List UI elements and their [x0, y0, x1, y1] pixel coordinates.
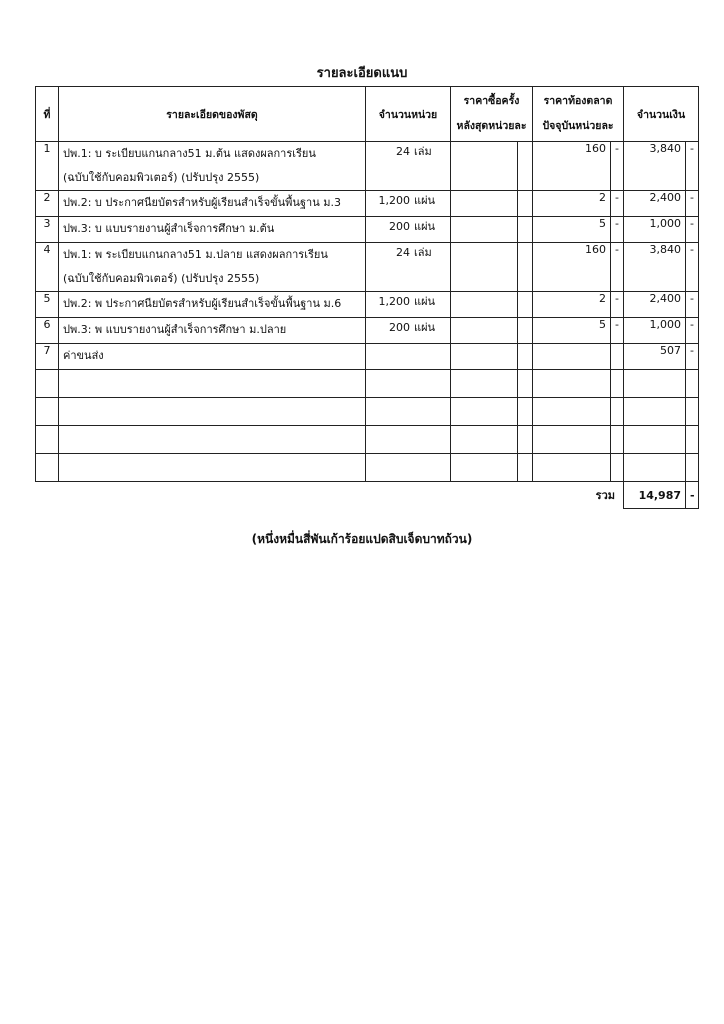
- header-market-price: [533, 87, 624, 142]
- row-quantity: [366, 191, 451, 217]
- header-market-price-line2: ปัจจุบันหน่วยละ: [542, 120, 614, 132]
- row-description-line1: ปพ.3: บ แบบรายงานผู้สำเร็จการศึกษา ม.ต้น: [63, 222, 275, 235]
- row-amount-sub: [686, 454, 699, 482]
- row-last-price-sub: [518, 318, 533, 344]
- table-header-row: [36, 87, 699, 142]
- row-last-price-sub: [518, 292, 533, 318]
- row-quantity: [366, 292, 451, 318]
- total-spacer: [518, 482, 533, 509]
- table-row: [36, 243, 699, 292]
- row-quantity-unit: แผ่น: [414, 295, 436, 308]
- row-description-line1: ปพ.2: พ ประกาศนียบัตรสำหรับผู้เรียนสำเร็จขั้นพื้นฐาน ม.6: [63, 297, 342, 310]
- row-quantity: [366, 217, 451, 243]
- table-row: [36, 454, 699, 482]
- row-description: [59, 344, 366, 370]
- row-last-price: [451, 454, 518, 482]
- row-amount: 1,000: [624, 217, 686, 243]
- table-row: [36, 398, 699, 426]
- row-last-price: [451, 191, 518, 217]
- row-description-line1: ค่าขนส่ง: [63, 349, 104, 362]
- table-body: [36, 142, 699, 509]
- table-row: [36, 318, 699, 344]
- row-no: [36, 454, 59, 482]
- total-row: [36, 482, 699, 509]
- row-last-price-sub: [518, 454, 533, 482]
- table-row: [36, 344, 699, 370]
- total-spacer: [366, 482, 451, 509]
- row-amount: [624, 370, 686, 398]
- row-market-price: [533, 454, 611, 482]
- table-row: [36, 217, 699, 243]
- row-amount: 3,840: [624, 243, 686, 292]
- row-description: [59, 243, 366, 292]
- row-quantity: [366, 454, 451, 482]
- row-no: 3: [36, 217, 59, 243]
- row-quantity-unit: แผ่น: [414, 220, 436, 233]
- row-description-line2: (ฉบับใช้กับคอมพิวเตอร์) (ปรับปรุง 2555): [63, 272, 260, 285]
- header-description: รายละเอียดของพัสดุ: [59, 87, 366, 142]
- row-market-price-sub: [611, 426, 624, 454]
- row-last-price: [451, 142, 518, 191]
- row-quantity-number: 24: [396, 246, 410, 259]
- row-amount: [624, 398, 686, 426]
- row-last-price-sub: [518, 191, 533, 217]
- row-last-price: [451, 370, 518, 398]
- row-description: [59, 398, 366, 426]
- row-description: [59, 292, 366, 318]
- row-quantity-unit: แผ่น: [414, 321, 436, 334]
- row-market-price: 160: [533, 243, 611, 292]
- row-last-price-sub: [518, 344, 533, 370]
- row-amount: [624, 454, 686, 482]
- row-market-price-sub: -: [611, 292, 624, 318]
- row-amount: 1,000: [624, 318, 686, 344]
- row-description: [59, 217, 366, 243]
- table-row: [36, 142, 699, 191]
- row-quantity-unit: เล่ม: [414, 246, 432, 259]
- row-last-price-sub: [518, 426, 533, 454]
- row-market-price-sub: -: [611, 217, 624, 243]
- row-last-price: [451, 243, 518, 292]
- row-amount: [624, 426, 686, 454]
- row-market-price: 5: [533, 217, 611, 243]
- row-last-price: [451, 398, 518, 426]
- row-market-price-sub: [611, 344, 624, 370]
- row-market-price: [533, 398, 611, 426]
- header-market-price-line1: ราคาท้องตลาด: [543, 95, 613, 107]
- header-last-price-line2: หลังสุดหน่วยละ: [456, 120, 527, 132]
- row-market-price-sub: [611, 398, 624, 426]
- row-description: [59, 426, 366, 454]
- row-last-price-sub: [518, 370, 533, 398]
- row-amount: 3,840: [624, 142, 686, 191]
- row-description: [59, 191, 366, 217]
- total-spacer: [36, 482, 59, 509]
- row-market-price-sub: -: [611, 243, 624, 292]
- row-amount-sub: -: [686, 292, 699, 318]
- row-amount-sub: [686, 370, 699, 398]
- row-description-line2: (ฉบับใช้กับคอมพิวเตอร์) (ปรับปรุง 2555): [63, 171, 260, 184]
- row-market-price-sub: [611, 454, 624, 482]
- row-description-line1: ปพ.3: พ แบบรายงานผู้สำเร็จการศึกษา ม.ปลาย: [63, 323, 287, 336]
- row-market-price: [533, 426, 611, 454]
- row-description: [59, 318, 366, 344]
- row-quantity-number: 1,200: [378, 295, 410, 308]
- row-market-price-sub: -: [611, 142, 624, 191]
- row-amount: 507: [624, 344, 686, 370]
- row-last-price-sub: [518, 243, 533, 292]
- row-quantity-number: 24: [396, 145, 410, 158]
- row-no: 7: [36, 344, 59, 370]
- row-last-price: [451, 292, 518, 318]
- row-quantity: [366, 142, 451, 191]
- row-quantity-unit: เล่ม: [414, 145, 432, 158]
- total-amount: 14,987: [624, 482, 686, 509]
- row-amount-sub: -: [686, 217, 699, 243]
- row-quantity-number: 1,200: [378, 194, 410, 207]
- total-amount-sub: -: [686, 482, 699, 509]
- row-amount-sub: -: [686, 318, 699, 344]
- total-label: รวม: [533, 482, 624, 509]
- row-description-line1: ปพ.2: บ ประกาศนียบัตรสำหรับผู้เรียนสำเร็จขั้นพื้นฐาน ม.3: [63, 196, 341, 209]
- table-row: [36, 370, 699, 398]
- row-description: [59, 142, 366, 191]
- items-table: [35, 86, 699, 509]
- total-spacer: [59, 482, 366, 509]
- row-last-price-sub: [518, 142, 533, 191]
- row-no: 5: [36, 292, 59, 318]
- row-last-price: [451, 426, 518, 454]
- row-quantity: [366, 344, 451, 370]
- row-market-price: [533, 344, 611, 370]
- row-last-price-sub: [518, 217, 533, 243]
- row-market-price: 5: [533, 318, 611, 344]
- row-last-price-sub: [518, 398, 533, 426]
- row-quantity: [366, 370, 451, 398]
- row-description: [59, 454, 366, 482]
- header-last-price: [451, 87, 533, 142]
- row-amount-sub: -: [686, 243, 699, 292]
- row-no: [36, 426, 59, 454]
- row-market-price: [533, 370, 611, 398]
- row-no: 6: [36, 318, 59, 344]
- row-no: 2: [36, 191, 59, 217]
- row-last-price: [451, 217, 518, 243]
- row-amount: 2,400: [624, 191, 686, 217]
- row-market-price: 2: [533, 191, 611, 217]
- row-amount-sub: -: [686, 142, 699, 191]
- table-row: [36, 426, 699, 454]
- row-quantity: [366, 243, 451, 292]
- row-market-price: 160: [533, 142, 611, 191]
- row-amount-sub: [686, 426, 699, 454]
- row-amount: 2,400: [624, 292, 686, 318]
- row-quantity: [366, 426, 451, 454]
- total-spacer: [451, 482, 518, 509]
- row-market-price: 2: [533, 292, 611, 318]
- table-row: [36, 292, 699, 318]
- row-no: 1: [36, 142, 59, 191]
- row-market-price-sub: [611, 370, 624, 398]
- row-last-price: [451, 318, 518, 344]
- row-amount-sub: -: [686, 344, 699, 370]
- header-quantity: จำนวนหน่วย: [366, 87, 451, 142]
- row-quantity: [366, 398, 451, 426]
- amount-in-words: (หนึ่งหมื่นสี่พันเก้าร้อยแปดสิบเจ็ดบาทถ้วน): [251, 532, 473, 546]
- row-market-price-sub: -: [611, 318, 624, 344]
- row-amount-sub: [686, 398, 699, 426]
- row-no: 4: [36, 243, 59, 292]
- row-market-price-sub: -: [611, 191, 624, 217]
- row-quantity: [366, 318, 451, 344]
- row-description: [59, 370, 366, 398]
- header-last-price-line1: ราคาซื้อครั้ง: [463, 95, 520, 107]
- row-amount-sub: -: [686, 191, 699, 217]
- row-quantity-unit: แผ่น: [414, 194, 436, 207]
- header-no: ที่: [36, 87, 59, 142]
- row-description-line1: ปพ.1: บ ระเบียบแกนกลาง51 ม.ต้น แสดงผลการเรียน: [63, 147, 316, 160]
- table-row: [36, 191, 699, 217]
- row-quantity-number: 200: [389, 321, 410, 334]
- header-amount: จำนวนเงิน: [624, 87, 699, 142]
- row-no: [36, 398, 59, 426]
- row-description-line1: ปพ.1: พ ระเบียบแกนกลาง51 ม.ปลาย แสดงผลการเรียน: [63, 248, 328, 261]
- document-title: รายละเอียดแนบ: [316, 66, 408, 81]
- row-last-price: [451, 344, 518, 370]
- row-no: [36, 370, 59, 398]
- row-quantity-number: 200: [389, 220, 410, 233]
